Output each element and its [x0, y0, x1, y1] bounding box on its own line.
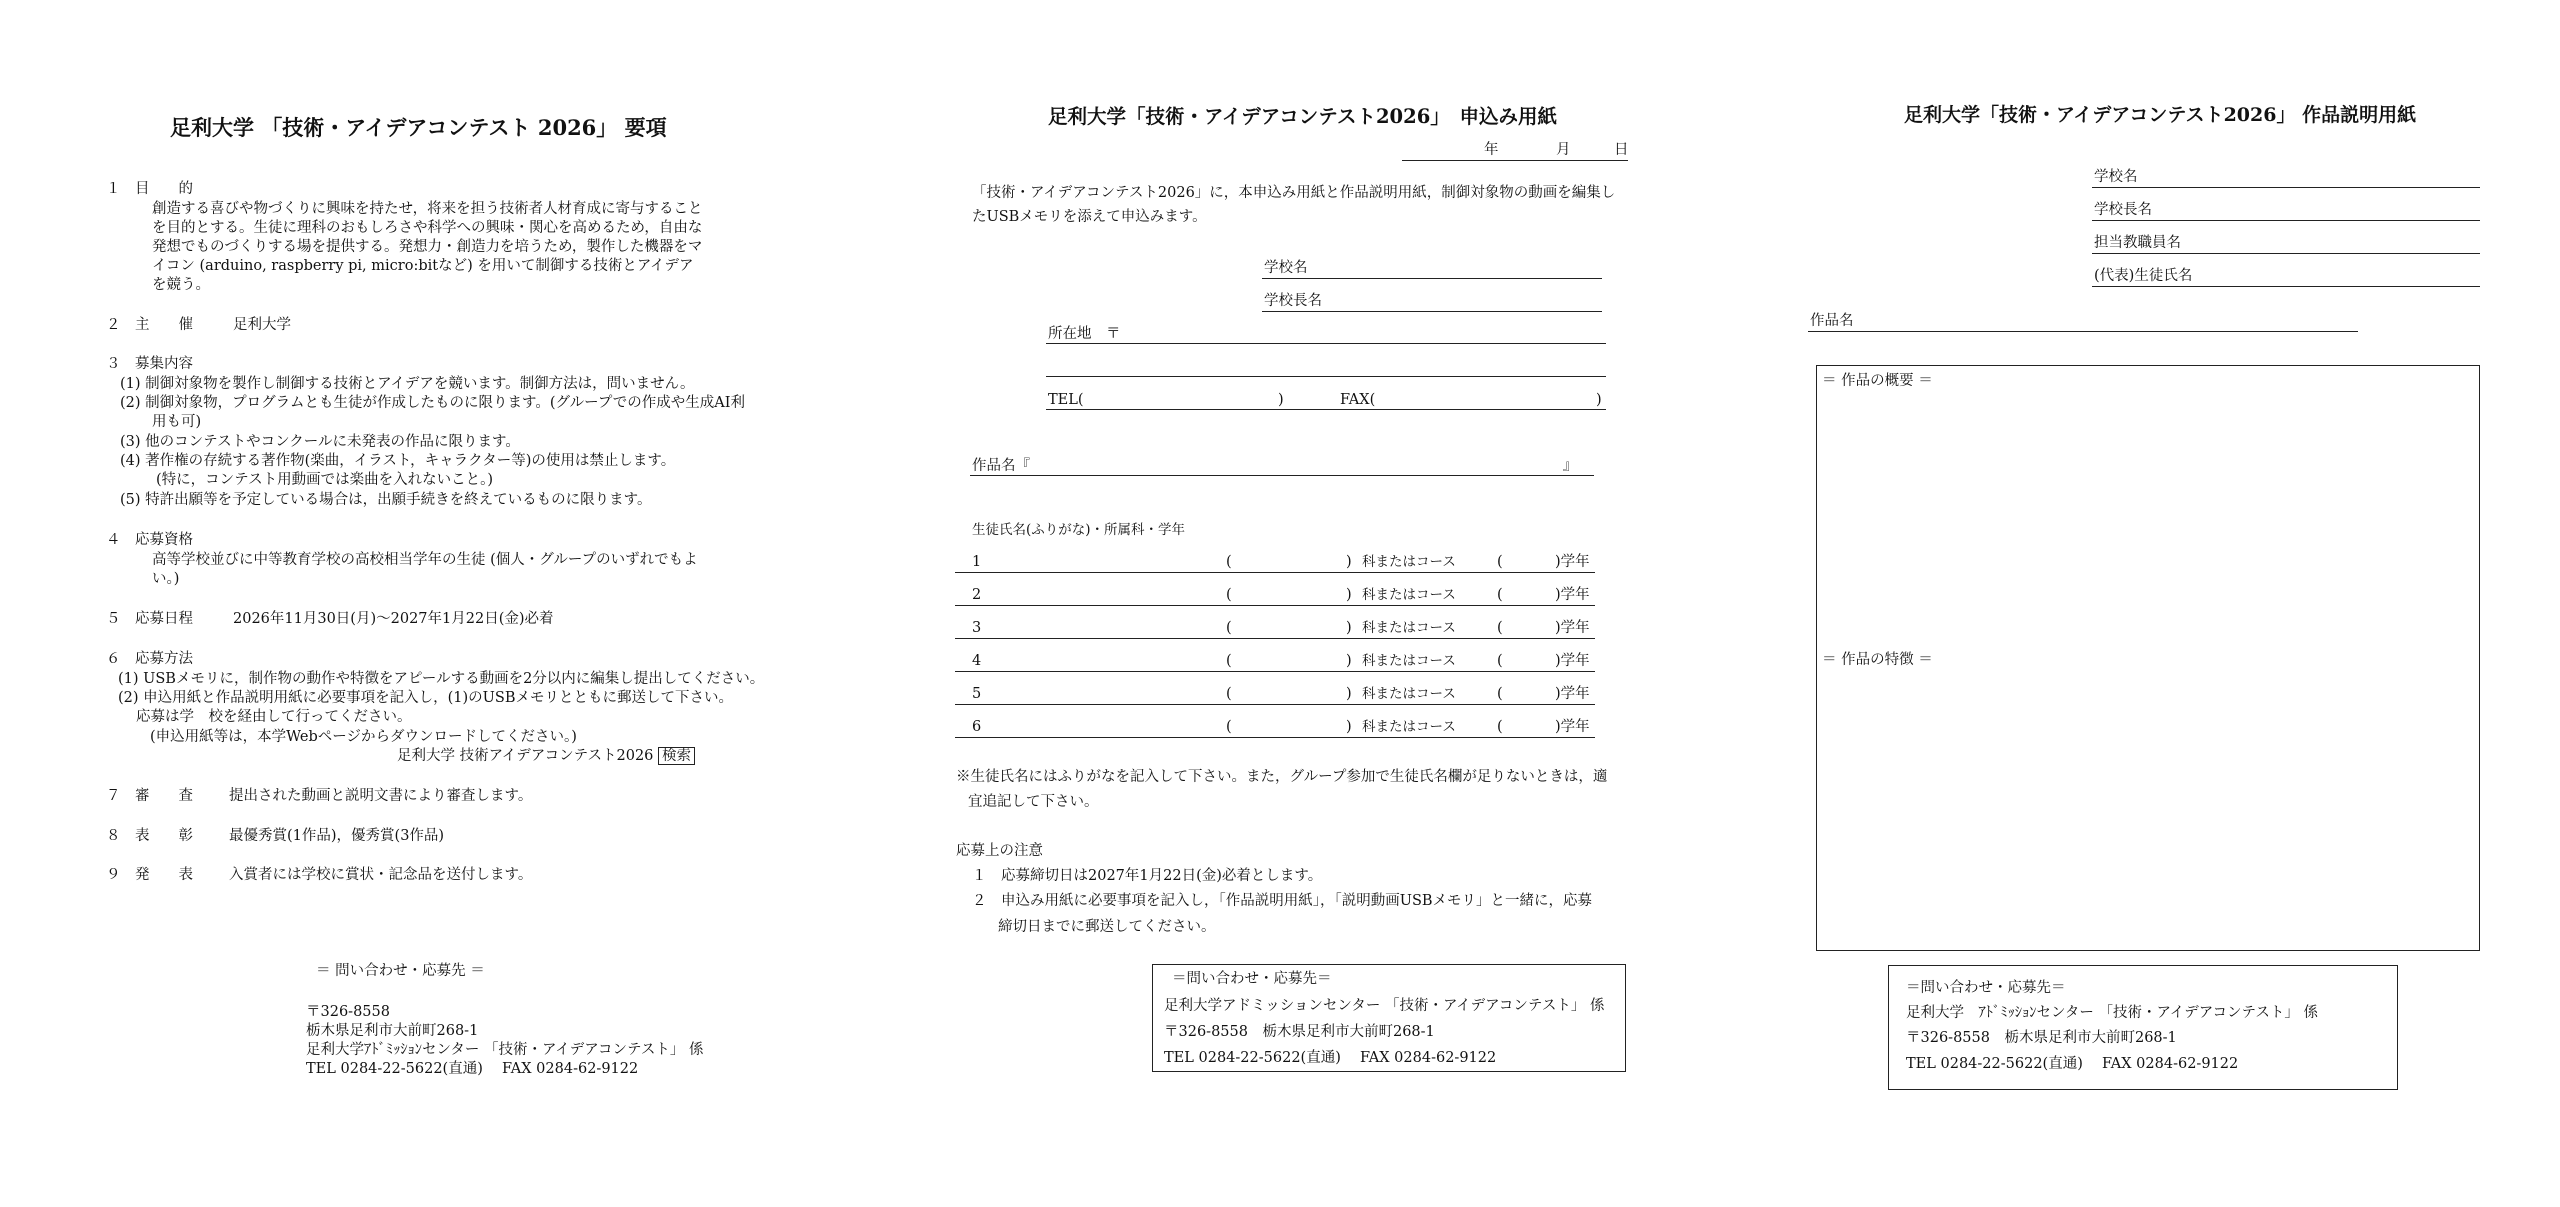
field-teacher-label: 担当教職員名 [2094, 235, 2181, 251]
section-judging-heading: ７ 審 査 [106, 788, 193, 804]
contact-line: TEL 0284-22-5622(直通) FAX 0284-62-9122 [306, 1061, 639, 1077]
guidelines-title: 足利大学 「技術・アイデアコンテスト 2026」 要項 [170, 115, 667, 140]
field-student-input[interactable] [2092, 286, 2480, 287]
row-course: 科またはコース [1362, 620, 1456, 636]
judging-value: 提出された動画と説明文書により審査します。 [229, 788, 533, 804]
row-course: 科またはコース [1362, 719, 1456, 735]
row-course: 科またはコース [1362, 686, 1456, 702]
purpose-line: イコン (arduino, raspberry pi, micro:bitなど) を用いて制御する技術とアイデア [152, 258, 694, 274]
contact-line: 足利大学ｱﾄﾞﾐｯｼｮﾝセンター 「技術・アイデアコンテスト」 係 [306, 1042, 704, 1058]
row-underline [955, 704, 1595, 705]
purpose-line: を目的とする。生徒に理科のおもしろさや科学への興味・関心を高めるため，自由な [152, 220, 703, 236]
intro-line: 「技術・アイデアコンテスト2026」に，本申込み用紙と作品説明用紙，制御対象物の動画を編集し [972, 185, 1616, 201]
work-name-label: 作品名 [1810, 313, 1854, 329]
row-grade-open: ( [1497, 719, 1503, 735]
row-grade-open: ( [1497, 587, 1503, 603]
row-paren-close: ) [1346, 653, 1352, 669]
section-eligibility-heading: ４ 応募資格 [106, 532, 193, 548]
row-grade-close: )学年 [1555, 686, 1590, 702]
method-line: (申込用紙等は，本学Webページからダウンロードしてください。) [150, 729, 577, 745]
schedule-value: 2026年11月30日(月)～2027年1月22日(金)必着 [233, 611, 554, 627]
school-name-label: 学校名 [1264, 260, 1308, 276]
row-paren-open: ( [1226, 587, 1232, 603]
row-paren-close: ) [1346, 686, 1352, 702]
recruitment-line: (1) 制御対象物を製作し制御する技術とアイデアを競います。制御方法は，問いません。 [120, 376, 695, 392]
fax-label: FAX( [1340, 392, 1376, 408]
recruitment-line: (3) 他のコンテストやコンクールに未発表の作品に限ります。 [120, 434, 520, 450]
overview-label: ＝ 作品の概要 ＝ [1822, 373, 1933, 389]
contact-line: TEL 0284-22-5622(直通) FAX 0284-62-9122 [1164, 1050, 1497, 1066]
address-label: 所在地 〒 [1048, 326, 1121, 342]
search-text: 足利大学 技術アイデアコンテスト2026 [397, 748, 654, 764]
eligibility-line: 高等学校並びに中等教育学校の高校相当学年の生徒 (個人・グループのいずれでもよ [152, 552, 698, 568]
tel-label: TEL( [1048, 392, 1084, 408]
row-paren-close: ) [1346, 620, 1352, 636]
row-underline [955, 671, 1595, 672]
row-grade-open: ( [1497, 653, 1503, 669]
purpose-line: 発想でものづくりする場を提供する。発想力・創造力を培うため，製作した機器をマ [152, 239, 703, 255]
row-paren-close: ) [1346, 719, 1352, 735]
row-course: 科またはコース [1362, 554, 1456, 570]
row-number: 6 [972, 719, 982, 735]
row-number: 5 [972, 686, 982, 702]
row-grade-open: ( [1497, 686, 1503, 702]
method-line: (2) 申込用紙と作品説明用紙に必要事項を記入し，(1)のUSBメモリとともに郵送して下さい。 [118, 690, 733, 706]
contact-heading: ＝ 問い合わせ・応募先 ＝ [316, 963, 485, 979]
row-grade-open: ( [1497, 620, 1503, 636]
section-announcement-heading: ９ 発 表 [106, 867, 193, 883]
row-paren-close: ) [1346, 554, 1352, 570]
description-title: 足利大学「技術・アイデアコンテスト2026」 作品説明用紙 [1904, 104, 2417, 126]
tel-fax-field[interactable] [1046, 409, 1606, 410]
intro-line: たUSBメモリを添えて申込みます。 [972, 209, 1207, 225]
features-label: ＝ 作品の特徴 ＝ [1822, 652, 1933, 668]
contact-line: 〒326-8558 栃木県足利市大前町268-1 [1164, 1024, 1435, 1040]
row-paren-open: ( [1226, 620, 1232, 636]
field-school-name-input[interactable] [2092, 187, 2480, 188]
caution-heading: 応募上の注意 [956, 843, 1043, 859]
row-number: 4 [972, 653, 982, 669]
date-day-label: 日 [1614, 142, 1629, 158]
recruitment-line: (5) 特許出願等を予定している場合は，出願手続きを終えているものに限ります。 [120, 492, 652, 508]
field-teacher-input[interactable] [2092, 253, 2480, 254]
organizer-value: 足利大学 [233, 317, 291, 333]
row-paren-open: ( [1226, 653, 1232, 669]
contact-heading: ＝問い合わせ・応募先＝ [1906, 980, 2066, 996]
work-name-input[interactable] [1808, 331, 2358, 332]
field-student-label: (代表)生徒氏名 [2094, 268, 2193, 284]
row-underline [955, 737, 1595, 738]
address-field-2[interactable] [1046, 376, 1606, 377]
contact-line: 栃木県足利市大前町268-1 [306, 1023, 479, 1039]
fax-close: ) [1596, 392, 1602, 408]
tel-close: ) [1278, 392, 1284, 408]
contact-line: 〒326-8558 [306, 1004, 390, 1020]
recruitment-line: 用も可) [152, 414, 202, 430]
row-paren-open: ( [1226, 686, 1232, 702]
announcement-value: 入賞者には学校に賞状・記念品を送付します。 [229, 867, 533, 883]
section-recruitment-heading: ３ 募集内容 [106, 356, 193, 372]
field-school-name-label: 学校名 [2094, 169, 2138, 185]
contact-line: TEL 0284-22-5622(直通) FAX 0284-62-9122 [1906, 1056, 2239, 1072]
row-underline [955, 638, 1595, 639]
work-name-label: 作品名『 [972, 458, 1030, 474]
address-field[interactable] [1046, 343, 1606, 344]
principal-name-label: 学校長名 [1264, 293, 1322, 309]
work-name-close: 』 [1563, 458, 1578, 474]
purpose-line: を競う。 [152, 277, 210, 293]
row-grade-close: )学年 [1555, 653, 1590, 669]
date-year-label: 年 [1484, 142, 1499, 158]
method-line: 応募は学 校を経由して行ってください。 [136, 709, 412, 725]
recruitment-line: (特に，コンテスト用動画では楽曲を入れないこと。) [156, 472, 493, 488]
row-underline [955, 605, 1595, 606]
section-purpose-heading: １ 目 的 [106, 181, 193, 197]
row-grade-close: )学年 [1555, 587, 1590, 603]
row-paren-close: ) [1346, 587, 1352, 603]
row-underline [955, 572, 1595, 573]
row-paren-open: ( [1226, 554, 1232, 570]
method-line: (1) USBメモリに，制作物の動作や特徴をアピールする動画を2分以内に編集し提出してください。 [118, 671, 765, 687]
school-name-field[interactable] [1262, 278, 1602, 279]
contact-line: 足利大学 ｱﾄﾞﾐｯｼｮﾝセンター 「技術・アイデアコンテスト」 係 [1906, 1005, 2319, 1021]
caution-line: 締切日までに郵送してください。 [998, 919, 1216, 935]
row-paren-open: ( [1226, 719, 1232, 735]
section-award-heading: ８ 表 彰 [106, 828, 193, 844]
students-heading: 生徒氏名(ふりがな)・所属科・学年 [972, 522, 1186, 538]
date-field[interactable] [1402, 160, 1628, 161]
recruitment-line: (4) 著作権の存続する著作物(楽曲，イラスト，キャラクター等)の使用は禁止します。 [120, 453, 676, 469]
row-course: 科またはコース [1362, 653, 1456, 669]
row-grade-close: )学年 [1555, 620, 1590, 636]
row-grade-open: ( [1497, 554, 1503, 570]
field-principal-label: 学校長名 [2094, 202, 2152, 218]
search-button[interactable]: 検索 [658, 747, 695, 765]
principal-name-field[interactable] [1262, 311, 1602, 312]
recruitment-line: (2) 制御対象物，プログラムとも生徒が作成したものに限ります。(グループでの作成や生成AI利 [120, 395, 745, 411]
row-number: 1 [972, 554, 982, 570]
purpose-line: 創造する喜びや物づくりに興味を持たせ，将来を担う技術者人材育成に寄与すること [152, 201, 703, 217]
application-title: 足利大学「技術・アイデアコンテスト2026」 申込み用紙 [1048, 105, 1558, 128]
date-month-label: 月 [1556, 142, 1571, 158]
contact-heading: ＝問い合わせ・応募先＝ [1172, 971, 1332, 987]
field-principal-input[interactable] [2092, 220, 2480, 221]
row-number: 2 [972, 587, 982, 603]
row-number: 3 [972, 620, 982, 636]
note-line: 宜追記して下さい。 [968, 794, 1099, 810]
award-value: 最優秀賞(1作品)，優秀賞(3作品) [229, 828, 445, 844]
contact-line: 〒326-8558 栃木県足利市大前町268-1 [1906, 1030, 2177, 1046]
section-method-heading: ６ 応募方法 [106, 651, 193, 667]
section-organizer-heading: ２ 主 催 [106, 317, 193, 333]
eligibility-line: い。) [152, 571, 180, 587]
caution-line: ２ 申込み用紙に必要事項を記入し，「作品説明用紙」，「説明動画USBメモリ」と一緒に，応募 [972, 893, 1593, 909]
note-line: ※生徒氏名にはふりがなを記入して下さい。また，グループ参加で生徒氏名欄が足りないときは，適 [956, 769, 1608, 785]
caution-line: １ 応募締切日は2027年1月22日(金)必着とします。 [972, 868, 1323, 884]
search-box [397, 747, 695, 766]
work-name-field[interactable] [970, 475, 1594, 476]
row-course: 科またはコース [1362, 587, 1456, 603]
contact-line: 足利大学アドミッションセンター 「技術・アイデアコンテスト」 係 [1164, 998, 1605, 1014]
row-grade-close: )学年 [1555, 719, 1590, 735]
row-grade-close: )学年 [1555, 554, 1590, 570]
section-schedule-heading: ５ 応募日程 [106, 611, 193, 627]
